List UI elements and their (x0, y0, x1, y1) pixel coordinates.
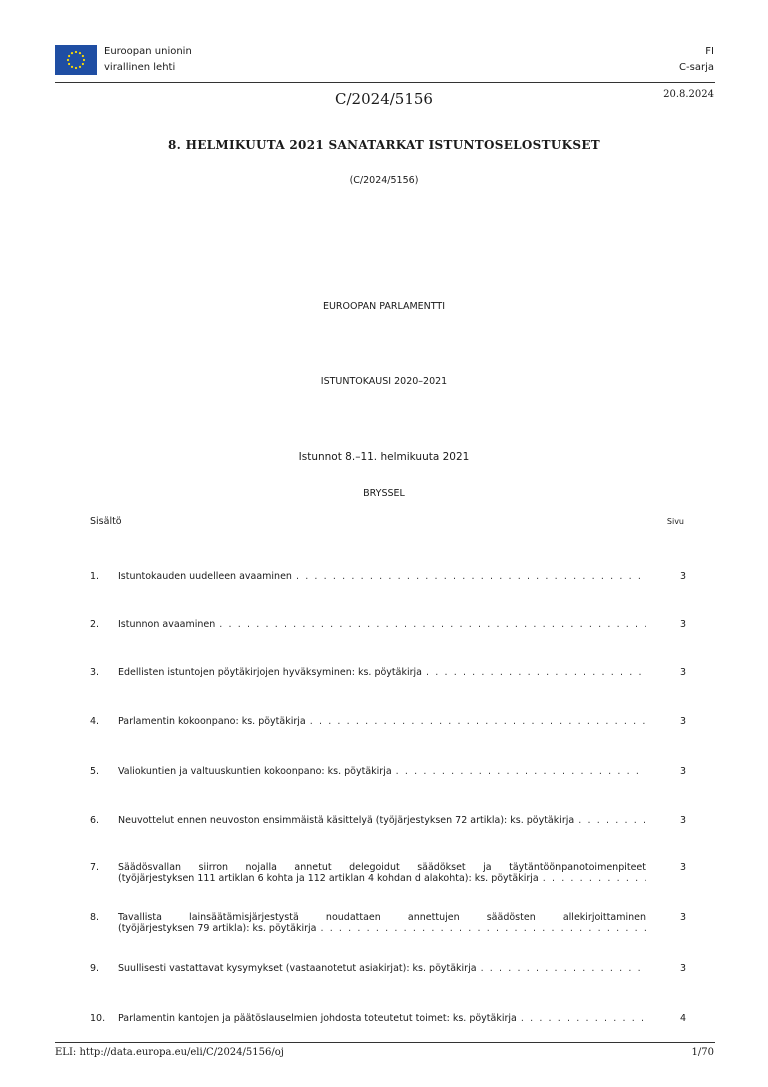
toc-item-number: 6. (90, 815, 100, 826)
toc-item-page: 3 (679, 716, 686, 727)
toc-leader (521, 1013, 646, 1024)
footer-divider (55, 1042, 715, 1043)
toc-item-title[interactable]: Istunnon avaaminen (118, 619, 216, 630)
toc-item-number: 1. (90, 571, 100, 582)
toc-leader (296, 571, 646, 582)
institution-name: EUROOPAN PARLAMENTTI (322, 301, 446, 312)
toc-item-number: 7. (90, 862, 100, 873)
toc-page-heading: Sivu (666, 517, 684, 526)
toc-item-number: 10. (90, 1013, 106, 1024)
toc-leader (310, 716, 646, 727)
toc-item-page: 3 (679, 667, 686, 678)
toc-item-number: 3. (90, 667, 100, 678)
toc-item-page: 3 (679, 862, 686, 873)
eu-stars-icon (55, 45, 97, 75)
toc-item-title[interactable]: Neuvottelut ennen neuvoston ensimmäistä käsittelyä (työjärjestyksen 72 artikla): ks. pöytäkirja (118, 815, 575, 826)
toc-item-number: 5. (90, 766, 100, 777)
publication-date: 20.8.2024 (663, 89, 714, 100)
toc-item-number: 2. (90, 619, 100, 630)
toc-item-page: 3 (679, 963, 686, 974)
toc-item-page: 3 (679, 619, 686, 630)
toc-leader (543, 873, 646, 884)
toc-item-title[interactable]: Parlamentin kokoonpano: ks. pöytäkirja (118, 716, 306, 727)
toc-item-title[interactable]: Suullisesti vastattavat kysymykset (vastaanotetut asiakirjat): ks. pöytäkirja (118, 963, 477, 974)
toc-item-title-line2[interactable]: (työjärjestyksen 111 artiklan 6 kohta ja 112 artiklan 4 kohdan d alakohta): ks. pöytäkirja (118, 873, 539, 884)
toc-item-page: 3 (679, 766, 686, 777)
eli-link[interactable]: ELI: http://data.europa.eu/eli/C/2024/5156/oj (55, 1047, 284, 1058)
document-title: 8. HELMIKUUTA 2021 SANATARKAT ISTUNTOSELOSTUKSET (167, 138, 600, 152)
toc-item-number: 9. (90, 963, 100, 974)
toc-leader (219, 619, 646, 630)
publication-name-line2: virallinen lehti (104, 62, 176, 73)
toc-leader (320, 923, 646, 934)
toc-item-page: 3 (679, 912, 686, 923)
toc-item-number: 4. (90, 716, 100, 727)
eu-flag-logo (55, 45, 97, 75)
toc-leader (481, 963, 646, 974)
toc-item-title[interactable]: Edellisten istuntojen pöytäkirjojen hyväksyminen: ks. pöytäkirja (118, 667, 422, 678)
sitting-place: BRYSSEL (363, 488, 405, 499)
toc-item-title-line1[interactable]: Säädösvallan siirron nojalla annetut delegoidut säädökset ja täytäntöönpanotoimenpiteet (118, 862, 646, 873)
toc-item-title[interactable]: Valiokuntien ja valtuuskuntien kokoonpano: ks. pöytäkirja (118, 766, 392, 777)
document-reference: (C/2024/5156) (349, 175, 419, 186)
toc-item-title[interactable]: Istuntokauden uudelleen avaaminen (118, 571, 292, 582)
toc-leader (426, 667, 646, 678)
toc-heading: Sisältö (90, 516, 122, 527)
toc-item-title[interactable]: Parlamentin kantojen ja päätöslauselmien johdosta toteutetut toimet: ks. pöytäkirja (118, 1013, 517, 1024)
language-code: FI (705, 46, 714, 57)
publication-name-line1: Euroopan unionin (104, 46, 192, 57)
toc-leader (396, 766, 646, 777)
toc-item-title-line2[interactable]: (työjärjestyksen 79 artikla): ks. pöytäkirja (118, 923, 317, 934)
document-number: C/2024/5156 (335, 90, 433, 108)
toc-leader (578, 815, 646, 826)
toc-item-page: 4 (679, 1013, 686, 1024)
header-divider (55, 82, 715, 83)
sittings-dates: Istunnot 8.–11. helmikuuta 2021 (298, 451, 470, 463)
toc-item-page: 3 (679, 815, 686, 826)
page-number: 1/70 (691, 1047, 714, 1058)
toc-item-title-line1[interactable]: Tavallista lainsäätämisjärjestystä noudattaen annettujen säädösten allekirjoittaminen (118, 912, 646, 923)
series-label: C-sarja (679, 62, 714, 73)
toc-item-page: 3 (679, 571, 686, 582)
toc-item-number: 8. (90, 912, 100, 923)
session-period: ISTUNTOKAUSI 2020–2021 (320, 376, 448, 387)
